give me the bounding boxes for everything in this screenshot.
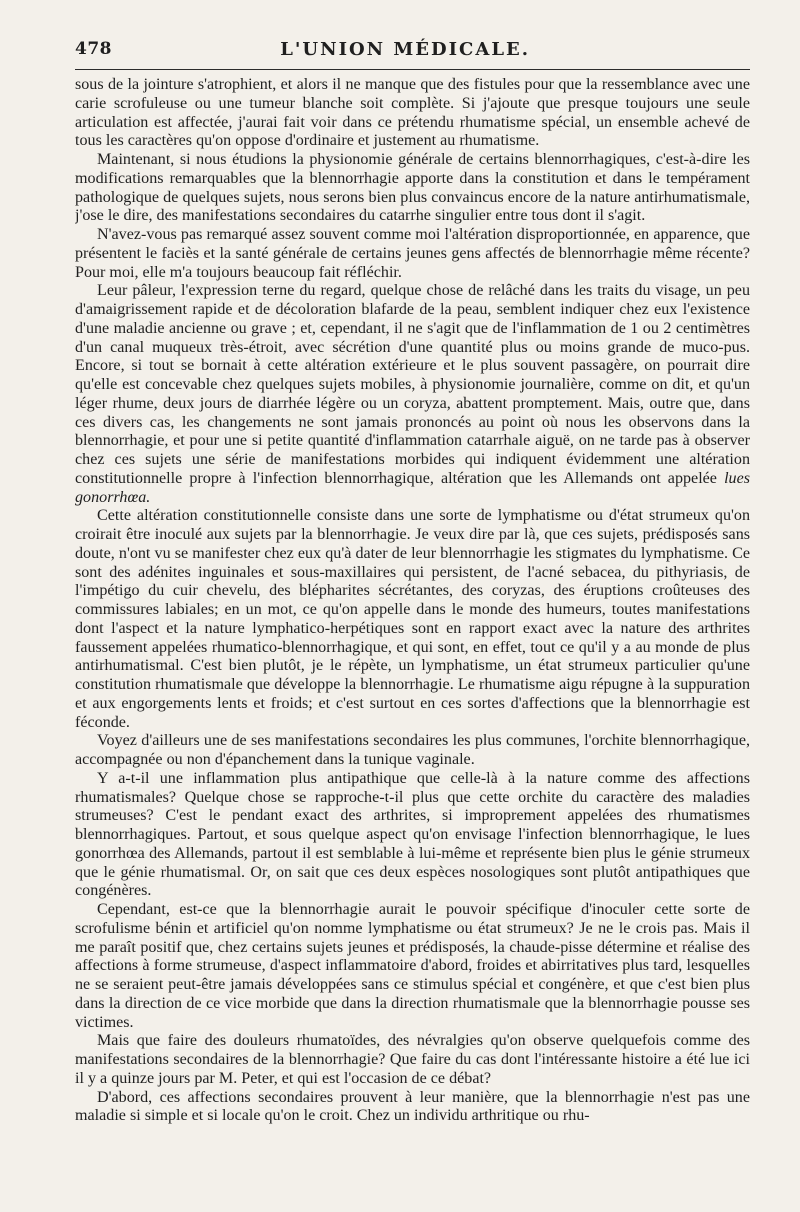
paragraph-6: Voyez d'ailleurs une de ses manifestations secondaires les plus communes, l'orchite blennorrhagique, accompagnée ou non d'épanchement dans la tunique vaginale.	[75, 732, 750, 768]
paragraph-4	[75, 282, 750, 507]
paragraph-4-italic: lues gonorrhœa.	[75, 469, 750, 506]
page-header	[75, 34, 750, 64]
paragraph-10: D'abord, ces affections secondaires prouvent à leur manière, que la blennorrhagie n'est pas une maladie si simple et si locale qu'on le croit. Chez un individu arthritique ou rhu-	[75, 1088, 750, 1125]
paragraph-1: sous de la jointure s'atrophient, et alors il ne manque que des fistules pour que la ressemblance avec une carie scrofuleuse ou une tumeur blanche soit complète. Si j'ajoute que presque toujours une seule articulation est affectée, j'aurai fait voir dans ce prétendu rhumatisme spécial, un ensemble achevé de tous les caractères qu'on oppose d'ordinaire et justement au rhumatisme.	[75, 76, 750, 150]
header-rule	[75, 69, 750, 70]
paragraph-5: Cette altération constitutionnelle consiste dans une sorte de lymphatisme ou d'état strumeux qu'on croirait être inoculé aux sujets par la blennorrhagie. Je veux dire par là, que ces sujets, prédisposés sans doute, n'ont vu se manifester chez eux qu'à dater de leur blennorrhagie les stigmates du lymphatisme. Ce sont des adénites inguinales et sous-maxillaires qui persistent, de l'acné sebacea, du pithyriasis, de l'impétigo du cuir chevelu, des blépharites sécrétantes, des coryzas, des éruptions croûteuses des commissures labiales; en un mot, ce qu'on appelle dans le monde des humeurs, toutes manifestations dont l'aspect et la nature lymphatico-herpétiques sont en rapport exact avec la nature des arthrites faussement appelées rhumatico-blennorrhagique, et qui sont, en effet, tout ce qu'il y a au monde de plus antirhumatismal. C'est bien plutôt, je le répète, un lymphatisme, un état strumeux particulier qu'une constitution rhumatismale que développe la blennorrhagie. Le rhumatisme aigu répugne à la suppuration et aux engorgements lents et froids; et c'est surtout en ces sortes d'affections que la blennorrhagie est féconde.	[75, 507, 750, 731]
paragraph-7: Y a-t-il une inflammation plus antipathique que celle-là à la nature comme des affections rhumatismales? Quelque chose se rapproche-t-il plus que cette orchite du caractère des maladies strumeuses? C'est le pendant exact des arthrites, si improprement appelées des rhumatismes blennorrhagiques. Partout, et sous quelque aspect qu'on envisage l'infection blennorrhagique, le lues gonorrhœa des Allemands, partout il est semblable à lui-même et représente bien plus le génie strumeux que le génie rhumatismal. Or, on sait que ces deux espèces nosologiques sont plutôt antipathiques que congénères.	[75, 769, 750, 900]
paragraph-4-text: Leur pâleur, l'expression terne du regard, quelque chose de relâché dans les traits du visage, un peu d'amaigrissement rapide et de décoloration blafarde de la peau, semblent indiquer chez eux l'existence d'une maladie ancienne ou grave ; et, cependant, il ne s'agit que de l'inflammation de 1 ou 2 centimètres d'un canal muqueux très-étroit, avec sécrétion d'une quantité plus ou moins grande de muco-pus. Encore, si tout se bornait à cette altération extérieure et le plus souvent passagère, on pourrait dire qu'elle est concevable chez quelques sujets mobiles, à physionomie journalière, comme on dit, et qu'un léger rhume, deux jours de diarrhée légère ou un coryza, abattent promptement. Mais, outre que, dans ces divers cas, les changements ne sont jamais prononcés au point où nous les observons dans la blennorrhagie, et pour une si petite quantité d'inflammation catarrhale aiguë, on ne tarde pas à observer chez ces sujets une série de manifestations morbides qui indiquent évidemment une altération constitutionnelle propre à l'infection blennorrhagique, altération que les Allemands ont appelée	[75, 282, 750, 487]
paragraph-2: Maintenant, si nous étudions la physionomie générale de certains blennorrhagiques, c'est-à-dire les modifications remarquables que la blennorrhagie apporte dans la constitution et dans le tempérament pathologique de quelques sujets, nous serons bien plus convaincus encore de la nature antirhumatismale, j'ose le dire, des manifestations secondaires du catarrhe singulier entre tous dont il s'agit.	[75, 151, 750, 225]
running-title: L'UNION MÉDICALE.	[280, 38, 530, 60]
paragraph-3: N'avez-vous pas remarqué assez souvent comme moi l'altération disproportionnée, en apparence, que présentent le faciès et la santé générale de certains jeunes gens affectés de blennorrhagie même récente? Pour moi, elle m'a toujours beaucoup fait réfléchir.	[75, 226, 750, 281]
page-number: 478	[75, 39, 112, 59]
paragraph-9: Mais que faire des douleurs rhumatoïdes, des névralgies qu'on observe quelquefois comme des manifestations secondaires de la blennorrhagie? Que faire du cas dont l'intéressante histoire a été lue ici il y a quinze jours par M. Peter, et qui est l'occasion de ce débat?	[75, 1032, 750, 1087]
paragraph-8: Cependant, est-ce que la blennorrhagie aurait le pouvoir spécifique d'inoculer cette sorte de scrofulisme bénin et artificiel qu'on nomme lymphatisme ou état strumeux? Je ne le crois pas. Mais il me paraît positif que, chez certains sujets jeunes et prédisposés, la chaude-pisse détermine et réalise des affections à forme strumeuse, d'aspect inflammatoire d'abord, froides et abirritatives plus tard, lesquelles ne se seraient peut-être jamais développées sans ce stimulus spécial et congénère, et que c'est bien plus dans la direction de ce vice morbide que dans la direction rhumatismale que la blennorrhagie pousse ses victimes.	[75, 901, 750, 1031]
page-body	[75, 76, 750, 1194]
